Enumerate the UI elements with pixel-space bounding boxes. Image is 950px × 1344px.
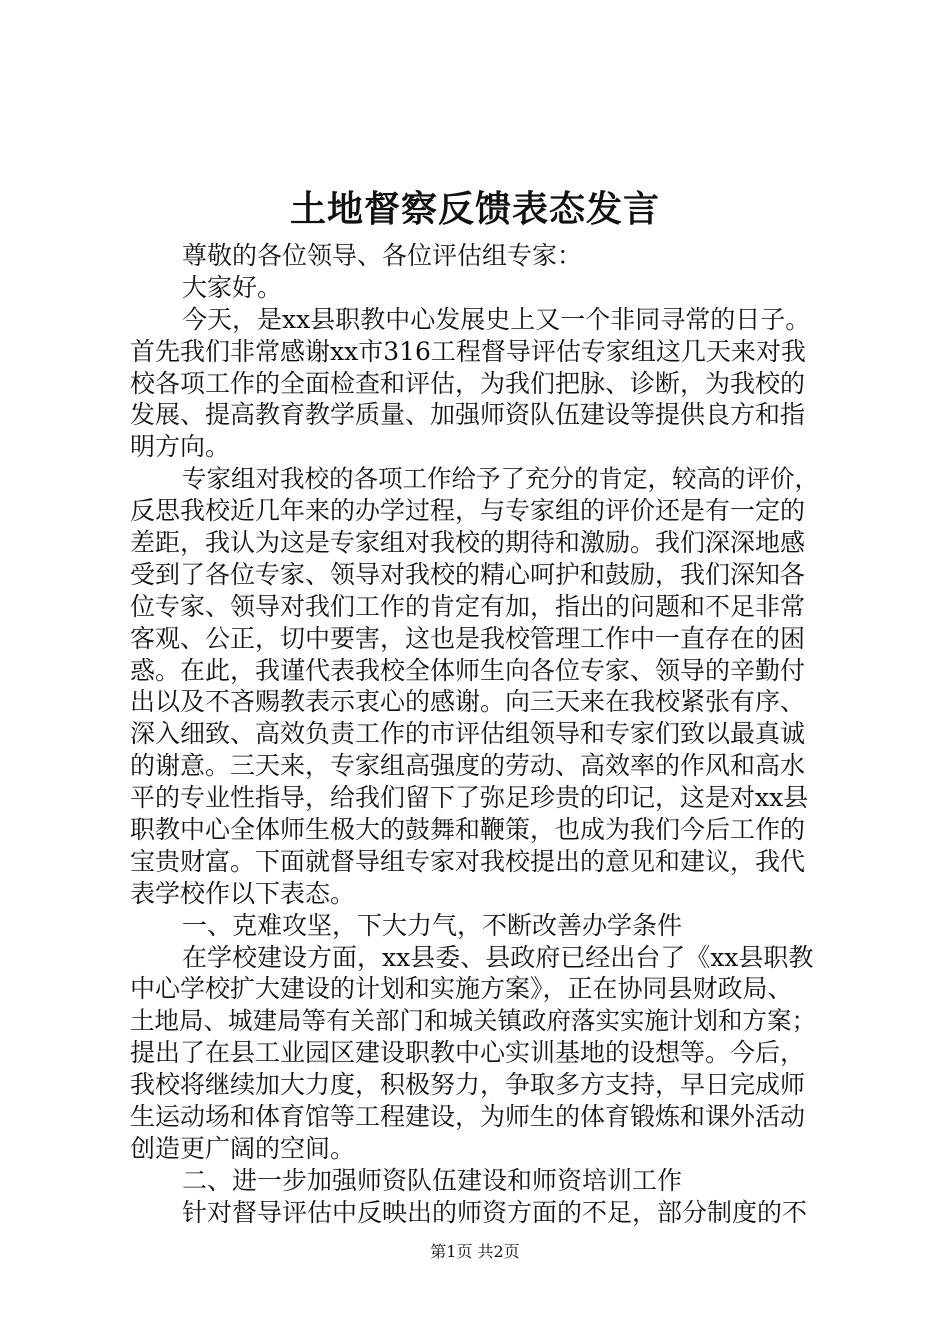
text-line: 在学校建设方面，xx县委、县政府已经出台了《xx县职教 xyxy=(182,942,814,972)
document-title: 土地督察反馈表态发言 xyxy=(289,188,660,230)
text-line: 专家组对我校的各项工作给予了充分的肯定，较高的评价， xyxy=(182,464,819,494)
text-line: 客观、公正，切中要害，这也是我校管理工作中一直存在的困 xyxy=(130,623,806,653)
text-line: 中心学校扩大建设的计划和实施方案》，正在协同县财政局、 xyxy=(130,974,793,1004)
text-line: 受到了各位专家、领导对我校的精心呵护和鼓励，我们深知各 xyxy=(130,559,806,589)
text-line: 平的专业性指导，给我们留下了弥足珍贵的印记，这是对xx县 xyxy=(130,783,809,813)
text-line: 惑。在此，我谨代表我校全体师生向各位专家、领导的辛勤付 xyxy=(130,655,806,685)
text-line: 发展、提高教育教学质量、加强师资队伍建设等提供良方和指 xyxy=(130,400,806,430)
text-line: 今天，是xx县职教中心发展史上又一个非同寻常的日子。 xyxy=(182,304,811,334)
text-line: 大家好。 xyxy=(182,272,283,302)
text-line: 出以及不吝赐教表示衷心的感谢。向三天来在我校紧张有序、 xyxy=(130,687,806,717)
text-line: 首先我们非常感谢xx市316工程督导评估专家组这几天来对我 xyxy=(130,336,806,366)
text-line: 提出了在县工业园区建设职教中心实训基地的设想等。今后， xyxy=(130,1038,806,1068)
text-line: 一、克难攻坚，下大力气，不断改善办学条件 xyxy=(182,910,683,940)
text-line: 土地局、城建局等有关部门和城关镇政府落实实施计划和方案； xyxy=(130,1006,816,1036)
text-line: 针对督导评估中反映出的师资方面的不足，部分制度的不 xyxy=(182,1197,808,1227)
text-line: 校各项工作的全面检查和评估，为我们把脉、诊断，为我校的 xyxy=(130,368,806,398)
page-footer: 第1页 共2页 xyxy=(430,1242,520,1261)
text-line: 尊敬的各位领导、各位评估组专家： xyxy=(182,241,583,270)
text-line: 反思我校近几年来的办学过程，与专家组的评价还是有一定的 xyxy=(130,496,806,526)
text-line: 创造更广阔的空间。 xyxy=(130,1133,356,1163)
document-body xyxy=(130,240,820,1229)
text-line: 我校将继续加大力度，积极努力，争取多方支持，早日完成师 xyxy=(130,1070,806,1100)
text-line: 生运动场和体育馆等工程建设，为师生的体育锻炼和课外活动 xyxy=(130,1102,806,1132)
text-line: 差距，我认为这是专家组对我校的期待和激励。我们深深地感 xyxy=(130,528,806,558)
text-line: 位专家、领导对我们工作的肯定有加，指出的问题和不足非常 xyxy=(130,591,806,621)
text-line: 职教中心全体师生极大的鼓舞和鞭策，也成为我们今后工作的 xyxy=(130,815,806,845)
text-line: 二、进一步加强师资队伍建设和师资培训工作 xyxy=(182,1165,683,1195)
text-line: 明方向。 xyxy=(130,432,231,462)
text-line: 宝贵财富。下面就督导组专家对我校提出的意见和建议，我代 xyxy=(130,846,806,876)
text-line: 深入细致、高效负责工作的市评估组领导和专家们致以最真诚 xyxy=(130,719,806,749)
text-line: 表学校作以下表态。 xyxy=(130,878,356,908)
text-line: 的谢意。三天来，专家组高强度的劳动、高效率的作风和高水 xyxy=(130,751,806,781)
